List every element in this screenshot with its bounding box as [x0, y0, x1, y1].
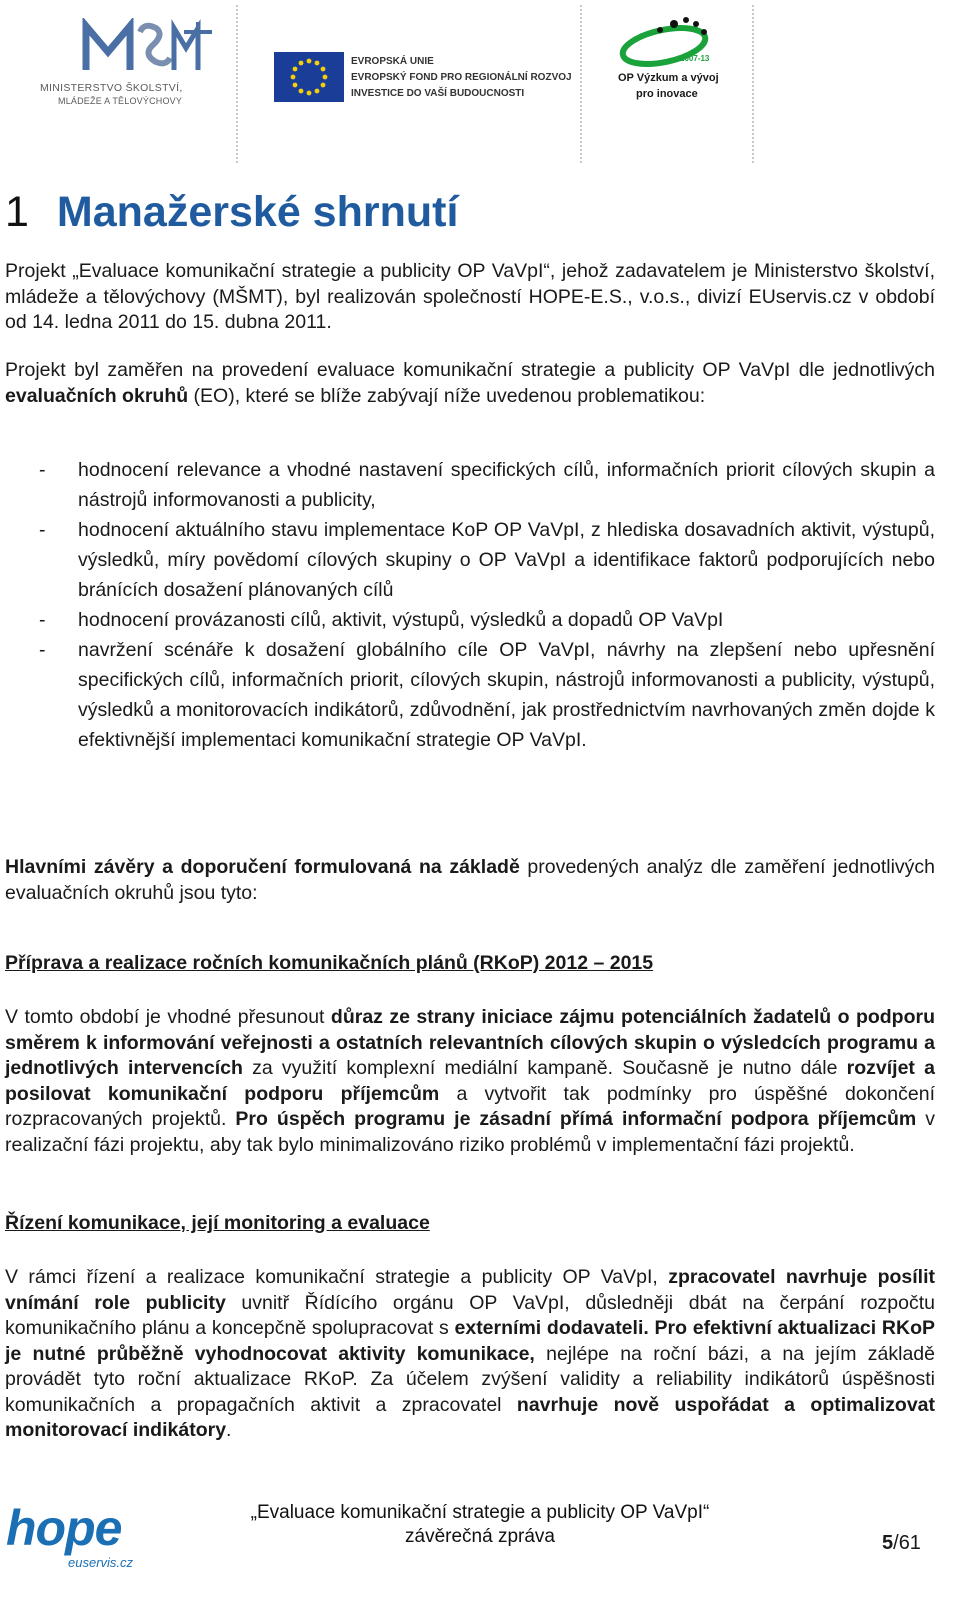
list-item-text: hodnocení aktuálního stavu implementace KoP OP VaVpI, z hlediska dosavadních aktivit, výstupů, výsledků, míry povědomí cílových skupiny o OP VaVpI a identifikace faktorů podporujících nebo bránících dosažení plánovaných cílů [78, 519, 935, 601]
header-divider [236, 5, 238, 163]
msmt-line-1: MINISTERSTVO ŠKOLSTVÍ, [40, 82, 183, 94]
eu-flag-icon [274, 52, 344, 102]
page-total: 61 [898, 1532, 921, 1554]
mgmt-bold-1: zpracovatel navrhuje posílit vnímání role publicity [5, 1266, 935, 1314]
rkop-paragraph [5, 1005, 935, 1158]
rkop-bold-1: důraz ze strany iniciace zájmu potenciálních žadatelů o podporu směrem k informování veřejnosti a ostatních relevantních cílových skupin o výsledcích programu a jednotlivých intervencích [5, 1006, 936, 1079]
hope-logo-sub: euservis.cz [68, 1555, 134, 1570]
eu-line-1: EVROPSKÁ UNIE [351, 56, 434, 67]
rkop-text-2: za využití komplexní mediální kampaně. Současně je nutno dále [242, 1057, 847, 1079]
subsection-heading-management: Řízení komunikace, její monitoring a evaluace [5, 1212, 430, 1234]
dash-marker: - [39, 639, 46, 661]
footer-title: „Evaluace komunikační strategie a publicity OP VaVpI“ [250, 1502, 710, 1523]
management-paragraph [5, 1265, 935, 1444]
mgmt-text-4: . [226, 1419, 232, 1441]
dash-marker: - [39, 459, 46, 481]
page-number [882, 1532, 921, 1555]
rkop-bold-3: Pro úspěch programu je zásadní přímá informační podpora příjemcům [235, 1108, 917, 1130]
footer-subtitle: závěrečná zpráva [405, 1526, 555, 1547]
scope-paragraph [5, 358, 935, 409]
dash-marker: - [39, 609, 46, 631]
rkop-bold-2: rozvíjet a posilovat komunikační podporu příjemcům [5, 1057, 935, 1105]
eu-line-3: INVESTICE DO VAŠÍ BUDOUCNOSTI [351, 88, 525, 99]
scope-text-1: Projekt byl zaměřen na provedení evaluace komunikační strategie a publicity OP VaVpI dle jednotlivých [5, 359, 935, 381]
section-number: 1 [5, 188, 29, 236]
op-year: 2007-13 [680, 54, 710, 63]
page-separator: / [893, 1532, 899, 1554]
rkop-text-4: v realizační fázi projektu, aby tak bylo minimalizováno riziko problémů v implementační fázi projektů. [5, 1108, 936, 1156]
conclusions-intro [5, 855, 935, 906]
rkop-text-1: V tomto období je vhodné přesunout [5, 1006, 331, 1028]
mgmt-text-2: uvnitř Řídícího orgánu OP VaVpI, důsledněji dbát na čerpání rozpočtu komunikačního plánu a koncepčně spolupracovat s [5, 1291, 935, 1339]
dash-marker: - [39, 519, 46, 541]
subsection-heading-rkop: Příprava a realizace ročních komunikačních plánů (RKoP) 2012 – 2015 [5, 952, 654, 974]
list-item-text: hodnocení provázanosti cílů, aktivit, výstupů, výsledků a dopadů OP VaVpI [78, 609, 724, 631]
page-current: 5 [882, 1532, 894, 1554]
header-divider [580, 5, 582, 163]
eu-line-2: EVROPSKÝ FOND PRO REGIONÁLNÍ ROZVOJ [351, 72, 572, 83]
rkop-text-3: a vytvořit tak podmínky pro úspěšné dokončení rozpracovaných projektů. [5, 1082, 935, 1130]
header-divider [752, 5, 754, 163]
document-header [0, 0, 960, 170]
scope-text-2: (EO), které se blíže zabývají níže uvedenou problematikou: [188, 384, 706, 407]
op-vavpi-logo [612, 14, 732, 109]
section-title: Manažerské shrnutí [56, 188, 459, 236]
evaluation-list [5, 455, 935, 755]
mgmt-bold-3: navrhuje nově uspořádat a optimalizovat monitorovací indikátory [5, 1393, 936, 1441]
list-item-text: navržení scénáře k dosažení globálního cíle OP VaVpI, návrhy na zlepšení nebo upřesnění specifických cílů, informačních priorit, cílových skupin, nástrojů informovanosti a publicity, výstupů, výsledků a monitorovacích indikátorů, zdůvodnění, jak prostřednictvím navrhovaných změn dojde k efektivnější implementaci komunikační strategie OP VaVpI. [78, 639, 935, 751]
conclusions-bold: Hlavními závěry a doporučení formulovaná na základě [5, 856, 520, 878]
op-vavpi-emblem-icon [616, 14, 726, 69]
hope-logo-text: hope [6, 1500, 122, 1556]
mgmt-text-1: V rámci řízení a realizace komunikační strategie a publicity OP VaVpI, [5, 1266, 669, 1288]
list-item [5, 635, 935, 755]
scope-bold: evaluačních okruhů [5, 384, 189, 407]
list-item [5, 605, 935, 635]
page-title [5, 188, 458, 237]
mgmt-text-3: nejlépe na roční bázi, a na jejím základě provádět tyto roční aktualizace RKoP. Za účelem zvýšení validity a reliability indikátorů úspěšnosti komunikačních a propagačních aktivit a zpracovatel [5, 1342, 935, 1416]
msmt-emblem-icon [78, 18, 218, 80]
document-footer [0, 1495, 960, 1605]
intro-paragraph: Projekt „Evaluace komunikační strategie a publicity OP VaVpI“, jehož zadavatelem je Ministerstvo školství, mládeže a tělovýchovy (MŠMT), byl realizován společností HOPE-E.S., v.o.s., divizí EUservis.cz v období od 14. ledna 2011 do 15. dubna 2011. [5, 260, 935, 333]
eu-logo [274, 50, 574, 106]
op-line-2: pro inovace [636, 88, 698, 100]
msmt-line-2: MLÁDEŽE A TĚLOVÝCHOVY [58, 96, 183, 106]
list-item [5, 515, 935, 605]
msmt-logo [38, 18, 210, 108]
conclusions-text: provedených analýz dle zaměření jednotlivých evaluačních okruhů jsou tyto: [5, 856, 936, 904]
mgmt-bold-2: externími dodavateli. Pro efektivní aktualizaci RKoP je nutné průběžně vyhodnocovat aktivity komunikace, [5, 1317, 935, 1365]
op-line-1: OP Výzkum a vývoj [618, 72, 719, 84]
list-item [5, 455, 935, 515]
list-item-text: hodnocení relevance a vhodné nastavení specifických cílů, informačních priorit cílových skupin a nástrojů informovanosti a publicity, [78, 459, 935, 511]
